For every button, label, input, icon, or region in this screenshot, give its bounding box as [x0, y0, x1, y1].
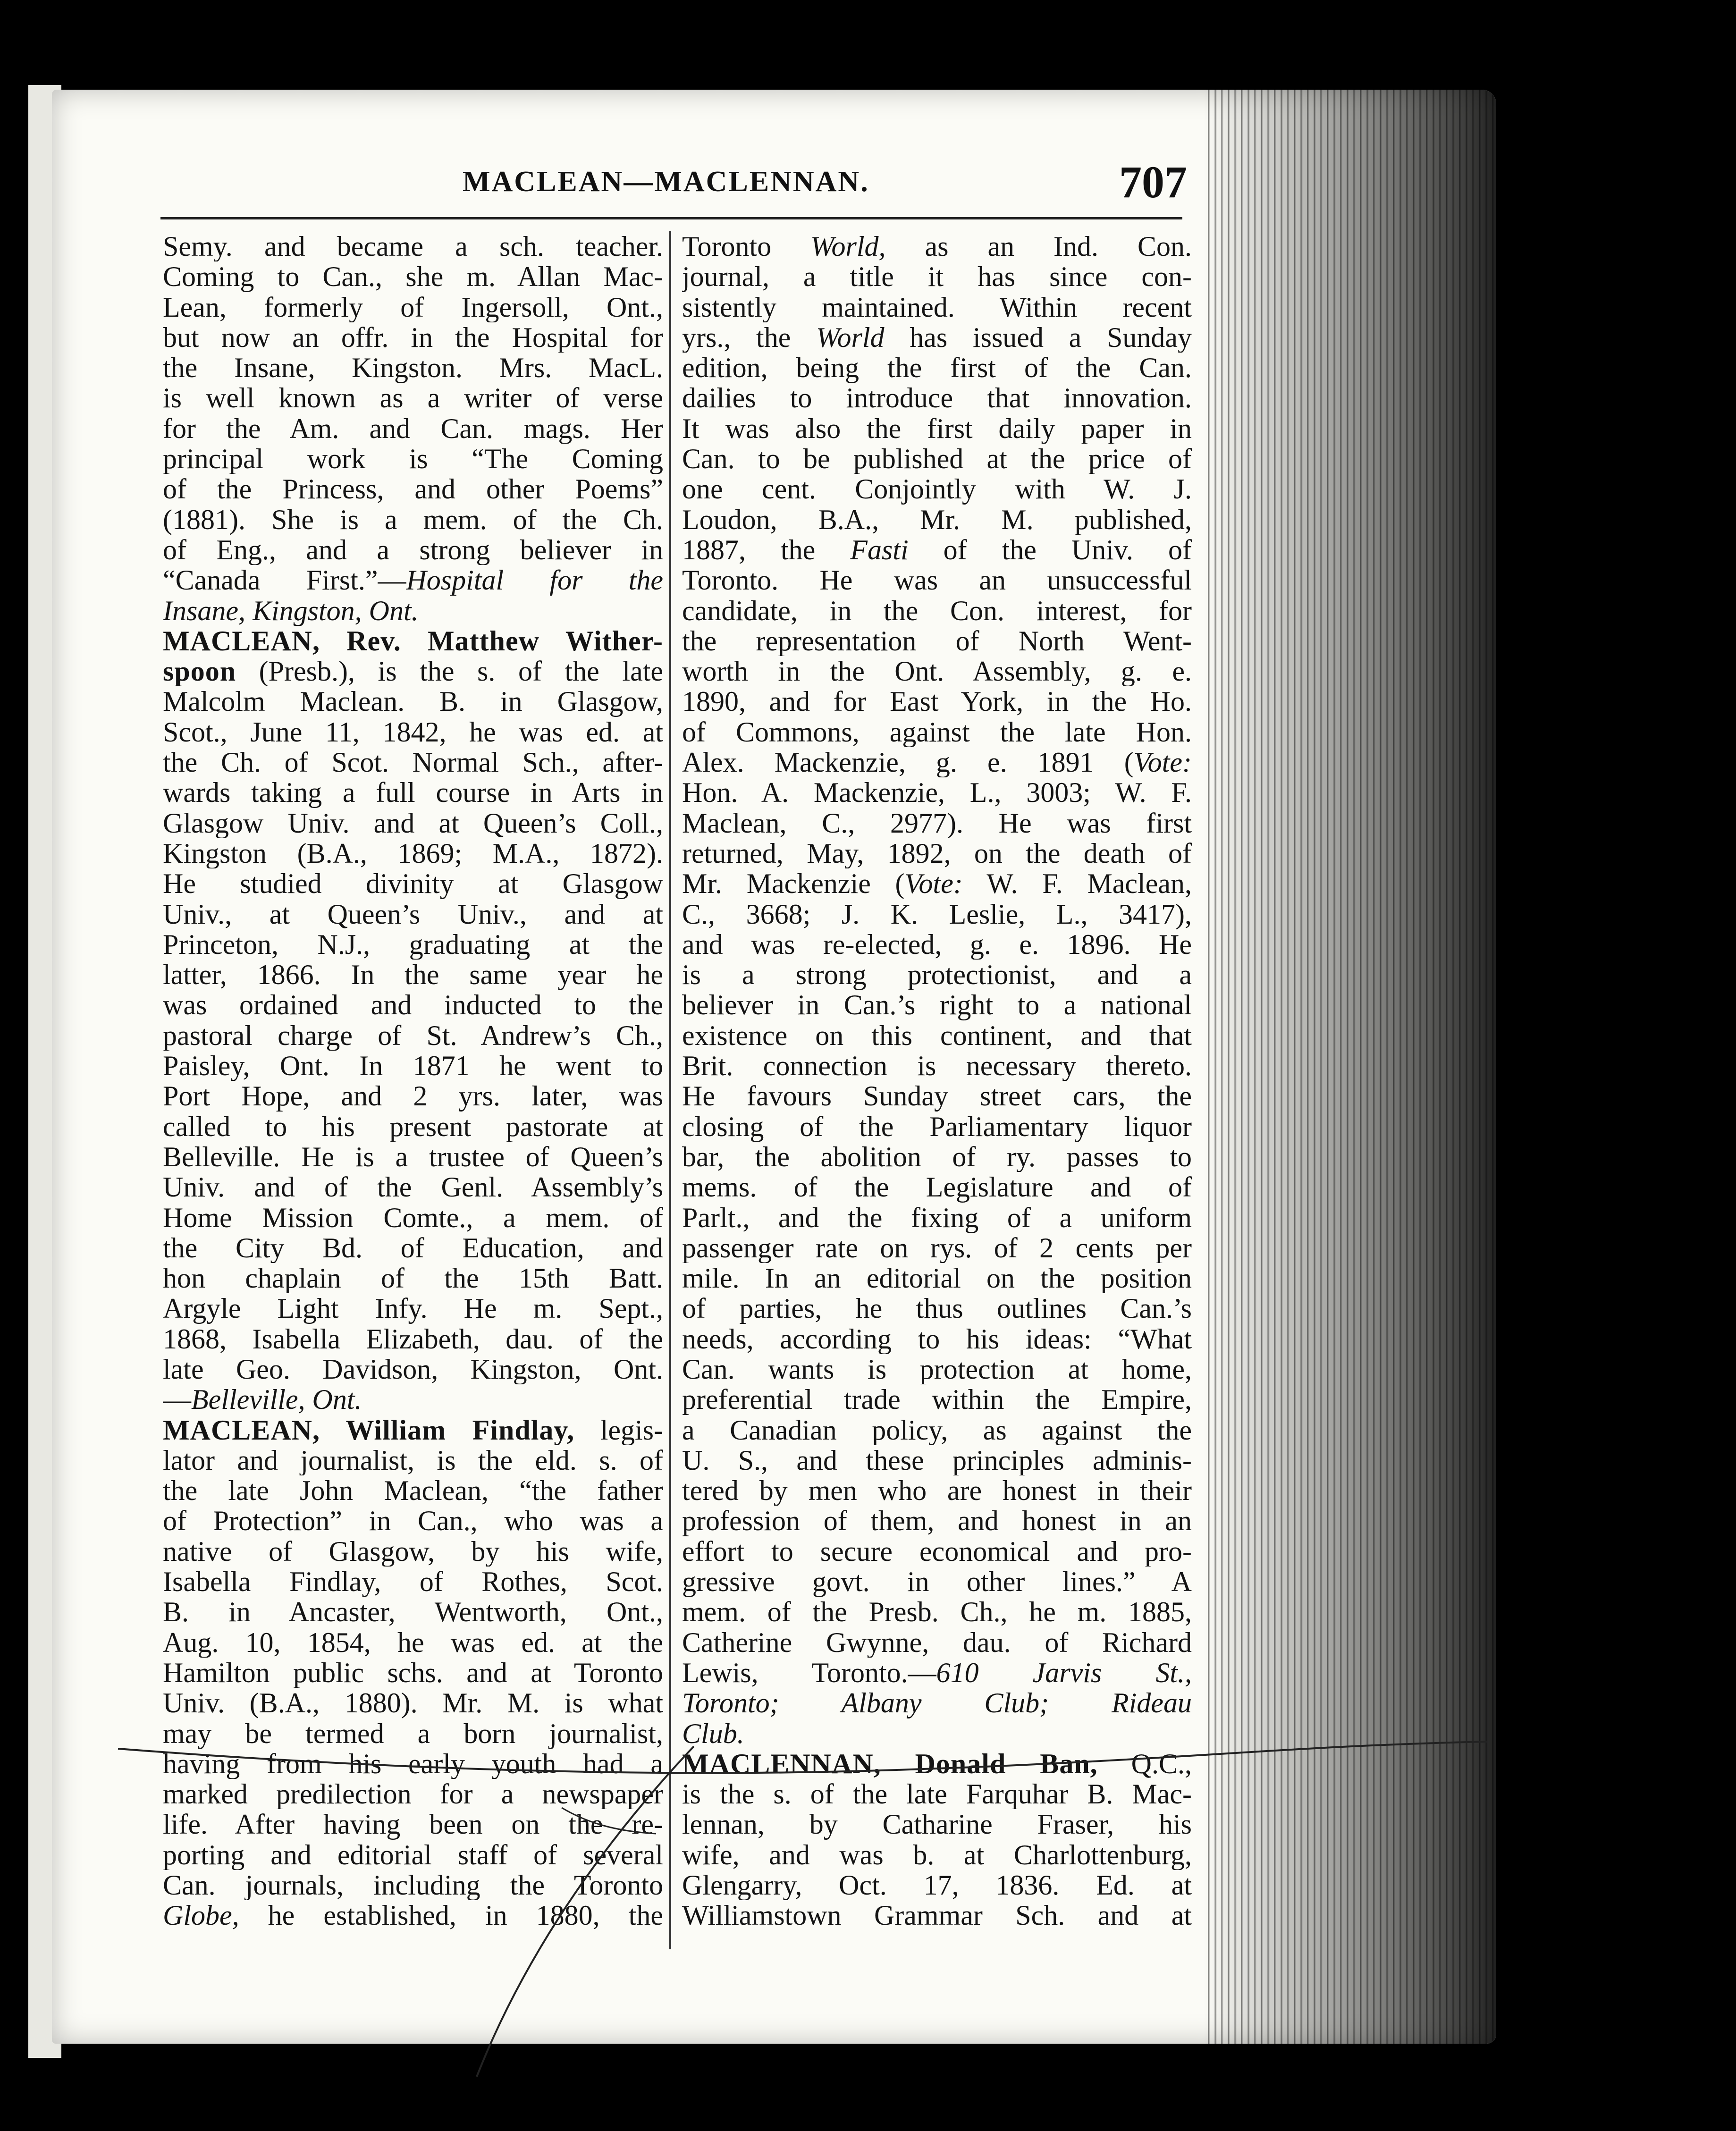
text-line: [163, 1688, 663, 1718]
italic-run: Vote:: [1133, 747, 1192, 778]
text-line: [682, 1445, 1192, 1475]
text-line: [163, 1081, 663, 1111]
text-line: [682, 1112, 1192, 1142]
text-line: [163, 383, 663, 413]
text-line: [163, 535, 663, 565]
italic-run: Insane, Kingston, Ont.: [163, 595, 419, 626]
text-line: [163, 413, 663, 444]
text-line: [163, 353, 663, 383]
text-line: [163, 1263, 663, 1293]
text-run: Port Hope, and 2 yrs. later, was: [163, 1081, 663, 1112]
text-run: He studied divinity at Glasgow: [163, 868, 663, 899]
text-line: [682, 1506, 1192, 1536]
text-run: Catherine Gwynne, dau. of Richard: [682, 1627, 1192, 1658]
text-run: of parties, he thus outlines Can.’s: [682, 1293, 1192, 1324]
text-line: [682, 1293, 1192, 1323]
text-run: Toronto. He was an unsuccessful: [682, 565, 1192, 596]
text-run: 1887, the: [682, 534, 851, 565]
text-line: [163, 808, 663, 838]
text-line: [682, 1749, 1192, 1779]
entry-name: spoon: [163, 656, 236, 687]
text-run: Lewis, Toronto.—: [682, 1657, 936, 1688]
text-run: yrs., the: [682, 322, 817, 353]
text-line: [682, 353, 1192, 383]
text-run: porting and editorial staff of several: [163, 1839, 663, 1870]
text-line: [682, 838, 1192, 868]
text-line: [163, 868, 663, 899]
text-run: the City Bd. of Education, and: [163, 1232, 663, 1263]
page-number: 707: [1119, 157, 1187, 207]
text-line: [163, 1142, 663, 1172]
text-line: [163, 1840, 663, 1870]
text-run: returned, May, 1892, on the death of: [682, 838, 1192, 869]
left-column: [163, 231, 663, 1931]
text-run: candidate, in the Con. interest, for: [682, 595, 1192, 626]
text-run: for the Am. and Can. mags. Her: [163, 413, 663, 444]
italic-run: Club.: [682, 1718, 744, 1749]
text-line: [163, 1475, 663, 1506]
text-line: [682, 231, 1192, 261]
text-line: [163, 686, 663, 716]
text-line: [682, 474, 1192, 504]
italic-run: Toronto; Albany Club; Rideau: [682, 1688, 1192, 1718]
text-line: [163, 1870, 663, 1900]
text-line: [682, 383, 1192, 413]
text-line: [163, 1233, 663, 1263]
text-run: principal work is “The Coming: [163, 444, 663, 474]
text-run: worth in the Ont. Assembly, g. e.: [682, 656, 1192, 687]
page-header: [175, 156, 1187, 217]
header-rule: [160, 217, 1182, 219]
text-run: late Geo. Davidson, Kingston, Ont.: [163, 1354, 663, 1385]
text-run: Isabella Findlay, of Rothes, Scot.: [163, 1567, 663, 1597]
text-line: [163, 231, 663, 261]
text-line: [163, 1112, 663, 1142]
text-run: mile. In an editorial on the position: [682, 1263, 1192, 1294]
text-line: [682, 444, 1192, 474]
text-run: latter, 1866. In the same year he: [163, 960, 663, 990]
text-line: [163, 1172, 663, 1202]
text-run: 1890, and for East York, in the Ho.: [682, 686, 1192, 717]
text-line: [682, 1536, 1192, 1567]
text-run: bar, the abolition of ry. passes to: [682, 1141, 1192, 1172]
text-run: Paisley, Ont. In 1871 he went to: [163, 1051, 663, 1081]
text-line: [163, 565, 663, 595]
text-run: wards taking a full course in Arts in: [163, 777, 663, 808]
text-line: [163, 1445, 663, 1475]
text-run: B. in Ancaster, Wentworth, Ont.,: [163, 1597, 663, 1627]
italic-run: Hospital for the: [406, 565, 663, 596]
text-run: Williamstown Grammar Sch. and at: [682, 1900, 1192, 1931]
text-line: [163, 1567, 663, 1597]
italic-run: World,: [810, 231, 886, 262]
text-run: believer in Can.’s right to a national: [682, 990, 1192, 1020]
text-line: [682, 1020, 1192, 1051]
text-line: [163, 1203, 663, 1233]
text-run: Can. journals, including the Toronto: [163, 1870, 663, 1901]
text-run: Can. to be published at the price of: [682, 444, 1192, 474]
text-line: [682, 565, 1192, 595]
text-run: Univ., at Queen’s Univ., and at: [163, 899, 663, 929]
text-line: [682, 990, 1192, 1020]
text-run: He favours Sunday street cars, the: [682, 1081, 1192, 1112]
text-line: [682, 1354, 1192, 1384]
entry-name: MACLEAN, William Findlay,: [163, 1415, 575, 1445]
text-run: native of Glasgow, by his wife,: [163, 1536, 663, 1567]
text-run: the Insane, Kingston. Mrs. MacL.: [163, 353, 663, 383]
text-line: [682, 1688, 1192, 1718]
text-line: [163, 1354, 663, 1384]
text-line: [163, 1900, 663, 1930]
text-run: wife, and was b. at Charlottenburg,: [682, 1839, 1192, 1870]
text-line: [163, 1324, 663, 1354]
text-line: [682, 960, 1192, 990]
text-run: is a strong protectionist, and a: [682, 960, 1192, 990]
text-run: Aug. 10, 1854, he was ed. at the: [163, 1627, 663, 1658]
text-line: [682, 1384, 1192, 1415]
text-run: the Ch. of Scot. Normal Sch., after-: [163, 747, 663, 778]
text-line: [682, 1203, 1192, 1233]
text-run: having from his early youth had a: [163, 1748, 663, 1779]
entry-name: MACLEAN, Rev. Matthew Wither-: [163, 625, 663, 657]
text-run: Maclean, C., 2977). He was first: [682, 808, 1192, 838]
text-line: [682, 747, 1192, 777]
text-run: preferential trade within the Empire,: [682, 1384, 1192, 1415]
text-run: Home Mission Comte., a mem. of: [163, 1202, 663, 1233]
text-run: of Protection” in Can., who was a: [163, 1506, 663, 1536]
text-line: [682, 1840, 1192, 1870]
text-run: a Canadian policy, as against the: [682, 1415, 1192, 1445]
text-line: [682, 626, 1192, 656]
text-run: W. F. Maclean,: [962, 868, 1192, 899]
text-line: [163, 899, 663, 929]
text-run: sistently maintained. Within recent: [682, 292, 1192, 322]
text-run: Hamilton public schs. and at Toronto: [163, 1657, 663, 1688]
italic-run: 610 Jarvis St.,: [936, 1657, 1192, 1688]
text-run: 1868, Isabella Elizabeth, dau. of the: [163, 1323, 663, 1354]
text-run: C., 3668; J. K. Leslie, L., 3417),: [682, 899, 1192, 929]
text-line: [163, 1293, 663, 1323]
text-run: life. After having been on the re-: [163, 1809, 663, 1840]
text-run: mems. of the Legislature and of: [682, 1172, 1192, 1203]
text-line: [682, 1567, 1192, 1597]
italic-run: World: [816, 322, 885, 353]
text-run: the late John Maclean, “the father: [163, 1475, 663, 1506]
text-line: [163, 596, 663, 626]
text-line: [163, 717, 663, 747]
text-line: [682, 686, 1192, 716]
text-line: [682, 717, 1192, 747]
text-line: [163, 656, 663, 686]
text-run: closing of the Parliamentary liquor: [682, 1111, 1192, 1142]
text-line: [163, 626, 663, 656]
text-line: [682, 899, 1192, 929]
text-line: [682, 1658, 1192, 1688]
column-divider: [669, 231, 671, 1949]
text-line: [682, 1870, 1192, 1900]
text-run: (1881). She is a mem. of the Ch.: [163, 504, 663, 535]
text-run: Semy. and became a sch. teacher.: [163, 231, 663, 262]
text-line: [163, 1415, 663, 1445]
text-run: hon chaplain of the 15th Batt.: [163, 1263, 663, 1294]
text-run: —: [163, 1384, 191, 1415]
text-line: [682, 505, 1192, 535]
text-line: [163, 261, 663, 292]
text-line: [163, 1749, 663, 1779]
text-run: gressive govt. in other lines.” A: [682, 1567, 1192, 1597]
text-run: Malcolm Maclean. B. in Glasgow,: [163, 686, 663, 717]
entry-name: MACLENNAN, Donald Ban,: [682, 1748, 1098, 1779]
text-line: [682, 1718, 1192, 1749]
text-line: [682, 322, 1192, 353]
text-run: mem. of the Presb. Ch., he m. 1885,: [682, 1597, 1192, 1627]
text-run: called to his present pastorate at: [163, 1111, 663, 1142]
text-line: [163, 292, 663, 322]
text-run: Scot., June 11, 1842, he was ed. at: [163, 716, 663, 748]
text-run: Princeton, N.J., graduating at the: [163, 929, 663, 960]
text-run: of Commons, against the late Hon.: [682, 716, 1192, 748]
text-line: [163, 1051, 663, 1081]
text-run: but now an offr. in the Hospital for: [163, 322, 663, 353]
text-run: dailies to introduce that innovation.: [682, 383, 1192, 413]
text-run: legis-: [574, 1415, 663, 1445]
text-run: Coming to Can., she m. Allan Mac-: [163, 261, 663, 292]
text-run: one cent. Conjointly with W. J.: [682, 474, 1192, 505]
text-run: of Eng., and a strong believer in: [163, 534, 663, 565]
text-run: and was re-elected, g. e. 1896. He: [682, 929, 1192, 960]
text-run: Belleville. He is a trustee of Queen’s: [163, 1141, 663, 1172]
text-run: Univ. and of the Genl. Assembly’s: [163, 1172, 663, 1203]
text-line: [682, 1142, 1192, 1172]
text-run: lator and journalist, is the eld. s. of: [163, 1445, 663, 1476]
text-line: [682, 292, 1192, 322]
text-run: (Presb.), is the s. of the late: [236, 656, 663, 687]
text-run: U. S., and these principles adminis-: [682, 1445, 1192, 1476]
text-run: profession of them, and honest in an: [682, 1506, 1192, 1536]
text-line: [163, 1506, 663, 1536]
text-run: It was also the first daily paper in: [682, 413, 1192, 444]
text-run: lennan, by Catharine Fraser, his: [682, 1809, 1192, 1840]
text-line: [682, 1900, 1192, 1930]
text-line: [682, 1809, 1192, 1839]
text-run: passenger rate on rys. of 2 cents per: [682, 1232, 1192, 1263]
text-line: [163, 1020, 663, 1051]
text-line: [163, 1658, 663, 1688]
text-run: Parlt., and the fixing of a uniform: [682, 1202, 1192, 1233]
text-line: [163, 1779, 663, 1809]
text-line: [163, 1536, 663, 1567]
text-run: is well known as a writer of verse: [163, 383, 663, 413]
text-line: [682, 1597, 1192, 1627]
text-run: Hon. A. Mackenzie, L., 3003; W. F.: [682, 777, 1192, 808]
binding-shadow: [1204, 90, 1496, 2044]
italic-run: Vote:: [904, 868, 963, 899]
text-run: needs, according to his ideas: “What: [682, 1323, 1192, 1354]
text-line: [682, 1172, 1192, 1202]
text-line: [163, 1597, 663, 1627]
text-run: pastoral charge of St. Andrew’s Ch.,: [163, 1020, 663, 1051]
text-line: [163, 990, 663, 1020]
text-line: [682, 413, 1192, 444]
text-run: Argyle Light Infy. He m. Sept.,: [163, 1293, 663, 1324]
text-run: tered by men who are honest in their: [682, 1475, 1192, 1506]
text-line: [163, 1384, 663, 1415]
text-line: [163, 1718, 663, 1749]
text-line: [682, 596, 1192, 626]
text-line: [682, 808, 1192, 838]
text-run: was ordained and inducted to the: [163, 990, 663, 1020]
text-run: Brit. connection is necessary thereto.: [682, 1051, 1192, 1081]
text-line: [163, 1627, 663, 1658]
text-line: [682, 1324, 1192, 1354]
text-run: Glasgow Univ. and at Queen’s Coll.,: [163, 808, 663, 838]
text-run: Kingston (B.A., 1869; M.A., 1872).: [163, 838, 663, 869]
text-run: effort to secure economical and pro-: [682, 1536, 1192, 1567]
text-line: [163, 322, 663, 353]
text-run: of the Princess, and other Poems”: [163, 474, 663, 505]
text-line: [163, 777, 663, 808]
right-column: [682, 231, 1192, 1931]
text-run: Glengarry, Oct. 17, 1836. Ed. at: [682, 1870, 1192, 1901]
text-line: [682, 868, 1192, 899]
text-run: Mr. Mackenzie (: [682, 868, 905, 899]
text-run: Alex. Mackenzie, g. e. 1891 (: [682, 747, 1134, 778]
text-line: [163, 747, 663, 777]
text-run: of the Univ. of: [908, 534, 1192, 565]
text-run: “Canada First.”—: [163, 565, 406, 596]
text-run: may be termed a born journalist,: [163, 1718, 663, 1749]
text-run: as an Ind. Con.: [885, 231, 1192, 262]
text-line: [682, 777, 1192, 808]
text-run: marked predilection for a newspaper: [163, 1779, 663, 1810]
text-line: [163, 929, 663, 960]
text-run: Q.C.,: [1097, 1748, 1192, 1779]
text-run: Can. wants is protection at home,: [682, 1354, 1192, 1385]
text-run: is the s. of the late Farquhar B. Mac-: [682, 1779, 1192, 1810]
text-line: [163, 838, 663, 868]
text-run: Loudon, B.A., Mr. M. published,: [682, 504, 1192, 535]
text-run: Toronto: [682, 231, 811, 262]
text-run: edition, being the first of the Can.: [682, 353, 1192, 383]
text-line: [682, 1415, 1192, 1445]
text-line: [682, 1233, 1192, 1263]
text-run: has issued a Sunday: [884, 322, 1192, 353]
text-run: Lean, formerly of Ingersoll, Ont.,: [163, 292, 663, 322]
italic-run: Fasti: [850, 534, 909, 565]
text-line: [682, 1779, 1192, 1809]
text-line: [682, 1081, 1192, 1111]
italic-run: Belleville, Ont.: [191, 1384, 362, 1415]
text-run: journal, a title it has since con-: [682, 261, 1192, 292]
text-line: [163, 960, 663, 990]
text-line: [163, 444, 663, 474]
text-run: the representation of North Went-: [682, 625, 1192, 657]
text-line: [682, 1263, 1192, 1293]
text-line: [682, 535, 1192, 565]
text-line: [163, 505, 663, 535]
text-line: [682, 261, 1192, 292]
text-line: [682, 929, 1192, 960]
text-line: [682, 656, 1192, 686]
text-run: Univ. (B.A., 1880). Mr. M. is what: [163, 1688, 663, 1718]
text-line: [682, 1051, 1192, 1081]
running-head: MACLEAN—MACLENNAN.: [463, 166, 869, 198]
text-line: [163, 474, 663, 504]
italic-run: Globe,: [163, 1900, 239, 1931]
text-run: he established, in 1880, the: [239, 1900, 663, 1931]
text-line: [163, 1809, 663, 1839]
text-line: [682, 1627, 1192, 1658]
text-run: existence on this continent, and that: [682, 1020, 1192, 1051]
text-line: [682, 1475, 1192, 1506]
